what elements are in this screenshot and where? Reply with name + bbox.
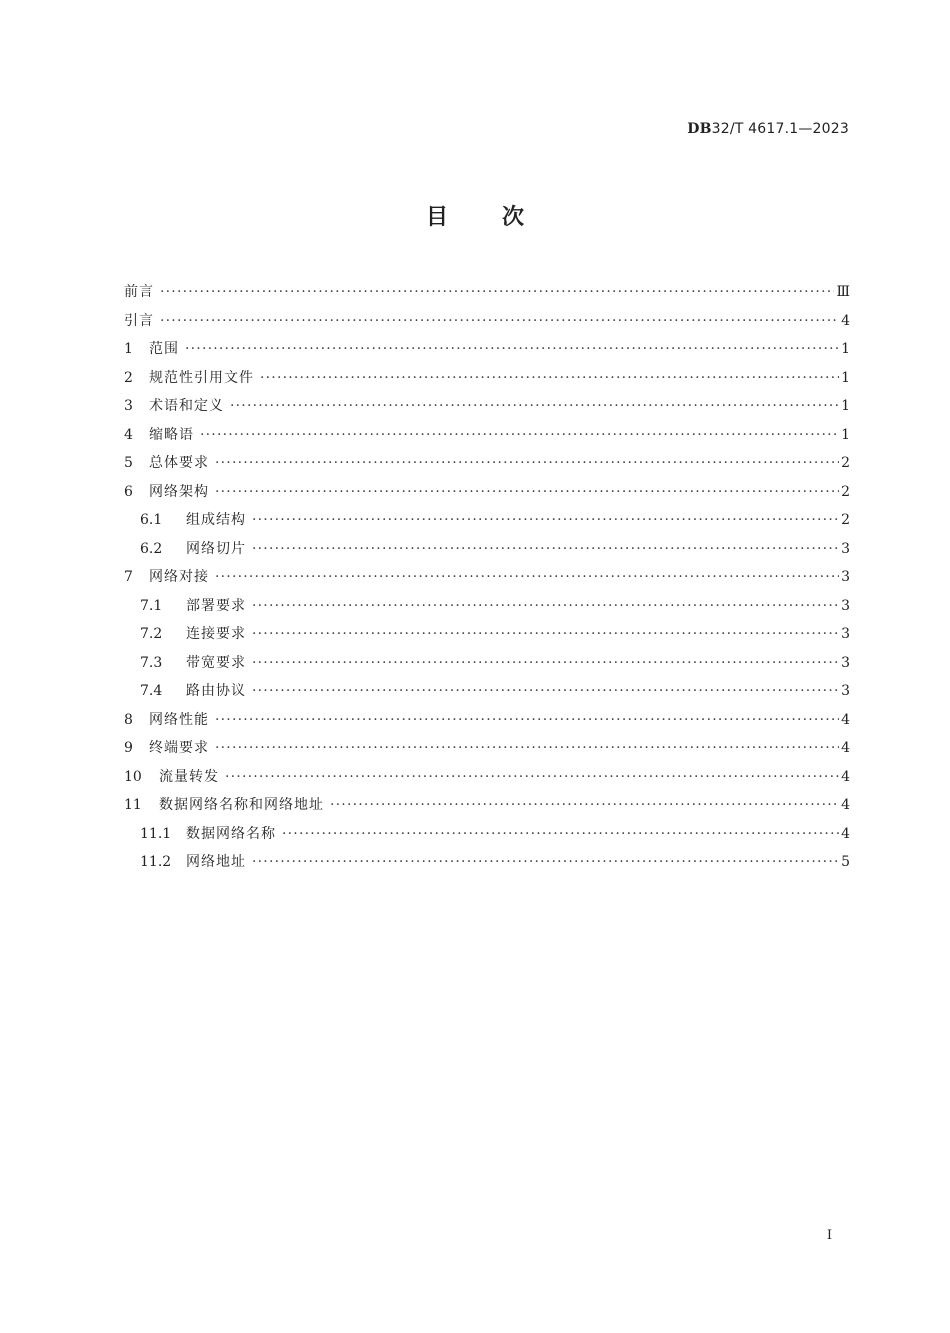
toc-entry-number: 5: [124, 455, 133, 471]
dot-leader: [252, 506, 839, 535]
toc-entry-title: 网络架构: [149, 483, 209, 500]
toc-entry-title: 前言: [124, 284, 154, 300]
toc-entry[interactable]: [124, 506, 850, 535]
toc-entry-number: 7: [124, 569, 133, 585]
dot-leader: [200, 421, 839, 450]
toc-entry-number: 2: [124, 369, 133, 386]
dot-leader: [252, 677, 839, 706]
toc-entry[interactable]: [124, 563, 850, 592]
toc-entry-page: 3: [841, 683, 850, 699]
page-number: I: [826, 1228, 832, 1243]
toc-entry-number: 6: [124, 483, 133, 500]
toc-entry[interactable]: [124, 278, 850, 307]
toc-entry-page: 3: [841, 569, 850, 585]
toc-entry-page: 1: [841, 426, 850, 443]
toc-entry[interactable]: [124, 478, 850, 507]
toc-entry-title: 带宽要求: [186, 654, 246, 671]
toc-entry-title: 流量转发: [159, 768, 219, 785]
standard-code: [687, 121, 849, 137]
toc-entry-page: 5: [841, 854, 850, 870]
toc-entry-page: 4: [841, 711, 850, 728]
toc-entry-title: 范围: [149, 341, 179, 357]
toc-entry[interactable]: [124, 677, 850, 706]
dot-leader: [215, 563, 839, 592]
toc-entry-number: 10: [124, 768, 142, 785]
toc-entry-page: 4: [841, 740, 850, 756]
toc-entry-number: 11.2: [140, 854, 172, 870]
toc-entry-page: 1: [841, 341, 850, 357]
toc-entry[interactable]: [124, 535, 850, 564]
toc-entry[interactable]: [124, 592, 850, 621]
dot-leader: [215, 478, 839, 507]
toc-entry-number: 11: [124, 797, 142, 813]
toc-entry-page: 4: [841, 825, 850, 842]
dot-leader: [230, 392, 839, 421]
toc-entry-title: 数据网络名称: [186, 825, 276, 842]
toc-entry[interactable]: [124, 364, 850, 393]
toc-entry-title: 网络切片: [186, 540, 246, 557]
toc-entry-page: 4: [841, 797, 850, 813]
toc-entry-title: 网络对接: [149, 569, 209, 585]
dot-leader: [282, 820, 839, 849]
toc-entry-number: 3: [124, 398, 133, 414]
toc-entry-page: Ⅲ: [836, 284, 850, 300]
table-of-contents: [124, 278, 850, 877]
toc-entry-title: 缩略语: [149, 426, 194, 443]
toc-entry-title: 部署要求: [186, 597, 246, 614]
dot-leader: [330, 791, 839, 820]
toc-entry-page: 1: [841, 369, 850, 386]
dot-leader: [215, 706, 839, 735]
toc-entry-title: 网络地址: [186, 854, 246, 870]
toc-entry-page: 3: [841, 597, 850, 614]
toc-entry-page: 2: [841, 455, 850, 471]
dot-leader: [185, 335, 839, 364]
standard-prefix: DB: [687, 121, 712, 137]
toc-entry[interactable]: [124, 848, 850, 877]
toc-entry-title: 总体要求: [149, 455, 209, 471]
toc-entry[interactable]: [124, 421, 850, 450]
dot-leader: [225, 763, 839, 792]
toc-entry-number: 7.1: [140, 597, 163, 614]
toc-entry-title: 组成结构: [186, 512, 246, 528]
toc-entry-number: 1: [124, 341, 133, 357]
toc-entry-number: 9: [124, 740, 133, 756]
toc-entry-page: 1: [841, 398, 850, 414]
toc-entry[interactable]: [124, 820, 850, 849]
toc-entry[interactable]: [124, 392, 850, 421]
dot-leader: [252, 848, 839, 877]
toc-entry-page: 2: [841, 483, 850, 500]
toc-entry-number: 6.1: [140, 512, 163, 528]
toc-entry-title: 连接要求: [186, 626, 246, 642]
dot-leader: [215, 734, 839, 763]
toc-entry-title: 网络性能: [149, 711, 209, 728]
toc-entry-page: 4: [841, 312, 850, 329]
toc-entry-page: 3: [841, 654, 850, 671]
toc-entry-number: 8: [124, 711, 133, 728]
dot-leader: [215, 449, 839, 478]
toc-entry-title: 引言: [124, 312, 154, 329]
toc-entry-page: 3: [841, 540, 850, 557]
dot-leader: [252, 649, 839, 678]
toc-entry-number: 7.2: [140, 626, 163, 642]
dot-leader: [160, 278, 834, 307]
dot-leader: [260, 364, 839, 393]
toc-entry[interactable]: [124, 335, 850, 364]
toc-entry-title: 术语和定义: [149, 398, 224, 414]
toc-entry[interactable]: [124, 449, 850, 478]
toc-entry-number: 4: [124, 426, 133, 443]
toc-entry-title: 路由协议: [186, 683, 246, 699]
toc-entry[interactable]: [124, 307, 850, 336]
dot-leader: [252, 535, 839, 564]
toc-entry[interactable]: [124, 763, 850, 792]
toc-entry-page: 2: [841, 512, 850, 528]
toc-entry[interactable]: [124, 706, 850, 735]
toc-entry[interactable]: [124, 649, 850, 678]
standard-number: 32/T 4617.1—2023: [711, 121, 849, 137]
dot-leader: [160, 307, 839, 336]
toc-entry-title: 规范性引用文件: [149, 369, 254, 386]
dot-leader: [252, 592, 839, 621]
toc-entry-page: 4: [841, 768, 850, 785]
toc-entry-number: 7.4: [140, 683, 163, 699]
toc-entry-number: 11.1: [140, 825, 172, 842]
toc-entry-title: 终端要求: [149, 740, 209, 756]
toc-entry-page: 3: [841, 626, 850, 642]
toc-entry-number: 6.2: [140, 540, 163, 557]
page-title: 目次: [425, 205, 578, 230]
toc-entry-number: 7.3: [140, 654, 163, 671]
toc-entry-title: 数据网络名称和网络地址: [159, 797, 324, 813]
dot-leader: [252, 620, 839, 649]
toc-entry[interactable]: [124, 791, 850, 820]
toc-entry[interactable]: [124, 734, 850, 763]
toc-entry[interactable]: [124, 620, 850, 649]
